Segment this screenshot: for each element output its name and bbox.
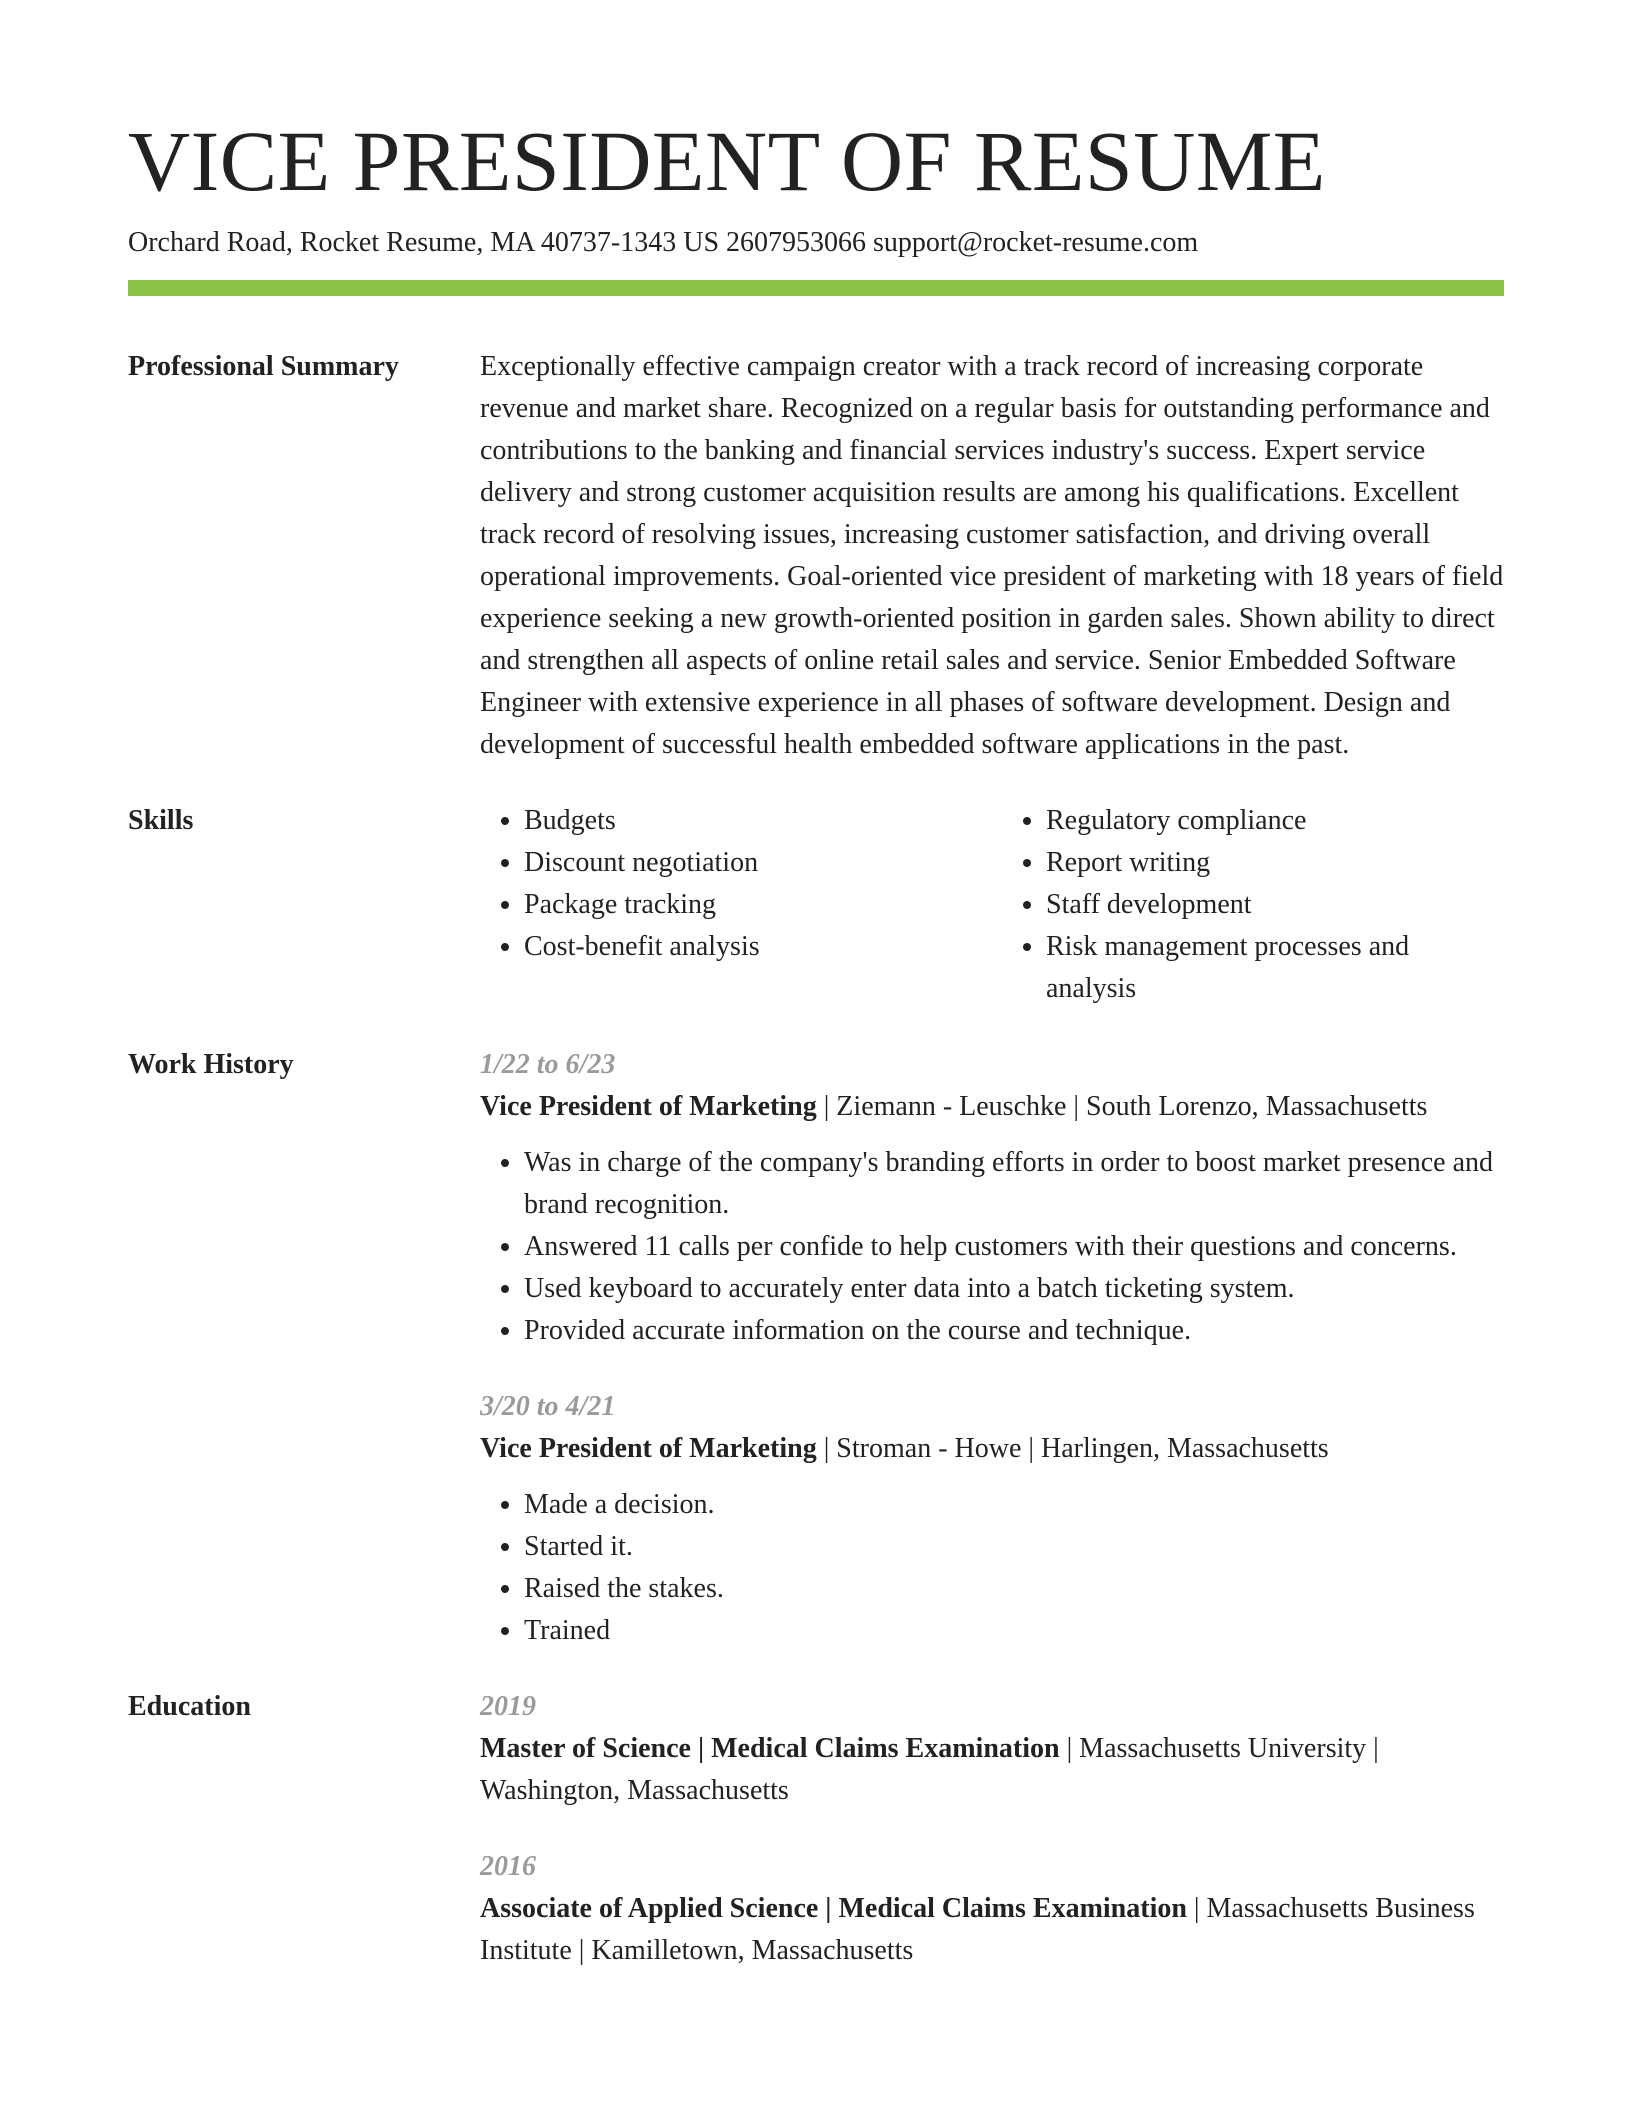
- skills-list-left: [480, 800, 982, 1010]
- job-title: Vice President of Marketing: [480, 1090, 817, 1122]
- summary-section: [128, 346, 1504, 766]
- skill-item: • Regulatory compliance: [1046, 800, 1504, 842]
- school-details: | Massachusetts University | Washington, Massachusetts: [480, 1732, 1379, 1806]
- skill-item: • Discount negotiation: [524, 842, 982, 884]
- degree-title: Associate of Applied Science | Medical Claims Examination: [480, 1892, 1187, 1924]
- work-entry: [480, 1044, 1504, 1352]
- skills-heading: Skills: [128, 804, 194, 836]
- skills-section: [128, 800, 1504, 1010]
- degree-title: Master of Science | Medical Claims Examination: [480, 1732, 1060, 1764]
- education-section: [128, 1686, 1504, 1972]
- work-bullet: • Was in charge of the company's branding efforts in order to boost market presence and brand recognition.: [524, 1142, 1504, 1226]
- work-bullet: • Provided accurate information on the course and technique.: [524, 1310, 1504, 1352]
- education-entry: [480, 1686, 1504, 1812]
- education-line: [480, 1888, 1504, 1972]
- work-bullets: [480, 1484, 1504, 1652]
- accent-divider: [128, 280, 1504, 296]
- skills-list-right: [1002, 800, 1504, 1010]
- summary-text: Exceptionally effective campaign creator with a track record of increasing corporate revenue and market share. Recognized on a regular basis for outstanding performance and contributions to the banking and financial services industry's success. Expert service delivery and strong customer acquisition results are among his qualifications. Excellent track record of resolving issues, increasing customer satisfaction, and driving overall operational improvements. Goal-oriented vice president of marketing with 18 years of field experience seeking a new growth-oriented position in garden sales. Shown ability to direct and strengthen all aspects of online retail sales and service. Senior Embedded Software Engineer with extensive experience in all phases of software development. Design and development of successful health embedded software applications in the past.: [480, 350, 1504, 760]
- work-dates: 3/20 to 4/21: [480, 1390, 616, 1422]
- work-bullet: • Started it.: [524, 1526, 1504, 1568]
- work-bullet: • Answered 11 calls per confide to help customers with their questions and concerns.: [524, 1226, 1504, 1268]
- work-bullet: • Trained: [524, 1610, 1504, 1652]
- work-dates: 1/22 to 6/23: [480, 1048, 616, 1080]
- school-details: | Massachusetts Business Institute | Kamilletown, Massachusetts: [480, 1892, 1475, 1966]
- skill-item: • Cost-benefit analysis: [524, 926, 982, 968]
- work-title-line: [480, 1428, 1504, 1470]
- work-bullets: [480, 1142, 1504, 1352]
- skill-item: • Staff development: [1046, 884, 1504, 926]
- work-bullet: • Used keyboard to accurately enter data into a batch ticketing system.: [524, 1268, 1504, 1310]
- work-bullet: • Raised the stakes.: [524, 1568, 1504, 1610]
- skill-item: • Package tracking: [524, 884, 982, 926]
- work-history-heading: Work History: [128, 1048, 294, 1080]
- job-details: | Ziemann - Leuschke | South Lorenzo, Massachusetts: [816, 1090, 1428, 1122]
- education-line: [480, 1728, 1504, 1812]
- resume-name: VICE PRESIDENT OF RESUME: [128, 113, 1326, 209]
- skill-item: • Risk management processes and analysis: [1046, 926, 1504, 1010]
- work-title-line: [480, 1086, 1504, 1128]
- contact-line: Orchard Road, Rocket Resume, MA 40737-1343 US 2607953066 support@rocket-resume.com: [128, 227, 1199, 258]
- work-history-section: [128, 1044, 1504, 1652]
- education-year: 2016: [480, 1850, 536, 1882]
- skill-item: • Budgets: [524, 800, 982, 842]
- work-bullet: • Made a decision.: [524, 1484, 1504, 1526]
- job-details: | Stroman - Howe | Harlingen, Massachusetts: [816, 1432, 1329, 1464]
- education-year: 2019: [480, 1690, 536, 1722]
- summary-heading: Professional Summary: [128, 350, 399, 382]
- job-title: Vice President of Marketing: [480, 1432, 817, 1464]
- education-heading: Education: [128, 1690, 251, 1722]
- work-entry: [480, 1386, 1504, 1652]
- skill-item: • Report writing: [1046, 842, 1504, 884]
- education-entry: [480, 1846, 1504, 1972]
